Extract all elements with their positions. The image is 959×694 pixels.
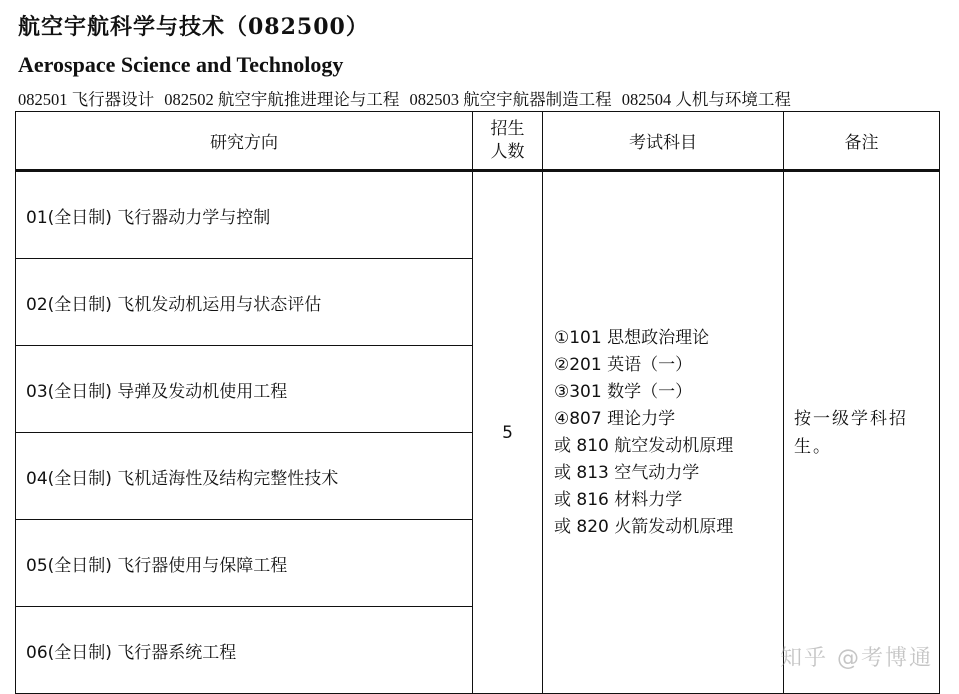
- direction-cell: 06(全日制) 飞行器系统工程: [16, 607, 473, 694]
- enroll-count-cell: 5: [473, 171, 543, 694]
- header-enroll-line: 人数: [490, 141, 525, 162]
- subfield-item: 082504 人机与环境工程: [621, 90, 791, 109]
- header-enroll-line: 招生: [490, 118, 525, 139]
- exam-item: 或 820 火箭发动机原理: [554, 516, 734, 537]
- header-enroll-count: [473, 112, 543, 171]
- exam-item: 或 813 空气动力学: [554, 462, 700, 483]
- watermark: 知乎 @考博通: [780, 646, 933, 671]
- header-remarks: 备注: [784, 112, 940, 171]
- direction-cell: 05(全日制) 飞行器使用与保障工程: [16, 520, 473, 607]
- header-research-direction: 研究方向: [16, 112, 473, 171]
- page-subtitle-english: Aerospace Science and Technology: [18, 52, 344, 77]
- direction-cell: 03(全日制) 导弹及发动机使用工程: [16, 346, 473, 433]
- page-title: 航空宇航科学与技术（082500）: [18, 14, 369, 40]
- exam-item: 或 816 材料力学: [554, 489, 683, 510]
- direction-cell: 01(全日制) 飞行器动力学与控制: [16, 171, 473, 259]
- table-row: [16, 171, 940, 259]
- exam-subjects-cell: [543, 171, 784, 694]
- exam-item: ②201 英语（一）: [554, 354, 693, 375]
- subfield-list: [18, 86, 947, 110]
- direction-cell: 04(全日制) 飞机适海性及结构完整性技术: [16, 433, 473, 520]
- direction-cell: 02(全日制) 飞机发动机运用与状态评估: [16, 259, 473, 346]
- exam-item: 或 810 航空发动机原理: [554, 435, 734, 456]
- header-exam-subjects: 考试科目: [543, 112, 784, 171]
- exam-item: ①101 思想政治理论: [554, 327, 710, 348]
- exam-item: ④807 理论力学: [554, 408, 676, 429]
- subfield-item: 082502 航空宇航推进理论与工程: [164, 90, 400, 109]
- enrollment-table: [15, 111, 940, 694]
- remarks-cell: 按一级学科招生。: [784, 171, 940, 694]
- subfield-item: 082503 航空宇航器制造工程: [409, 90, 612, 109]
- table-header-row: [16, 112, 940, 171]
- exam-item: ③301 数学（一）: [554, 381, 693, 402]
- subfield-item: 082501 飞行器设计: [18, 90, 155, 109]
